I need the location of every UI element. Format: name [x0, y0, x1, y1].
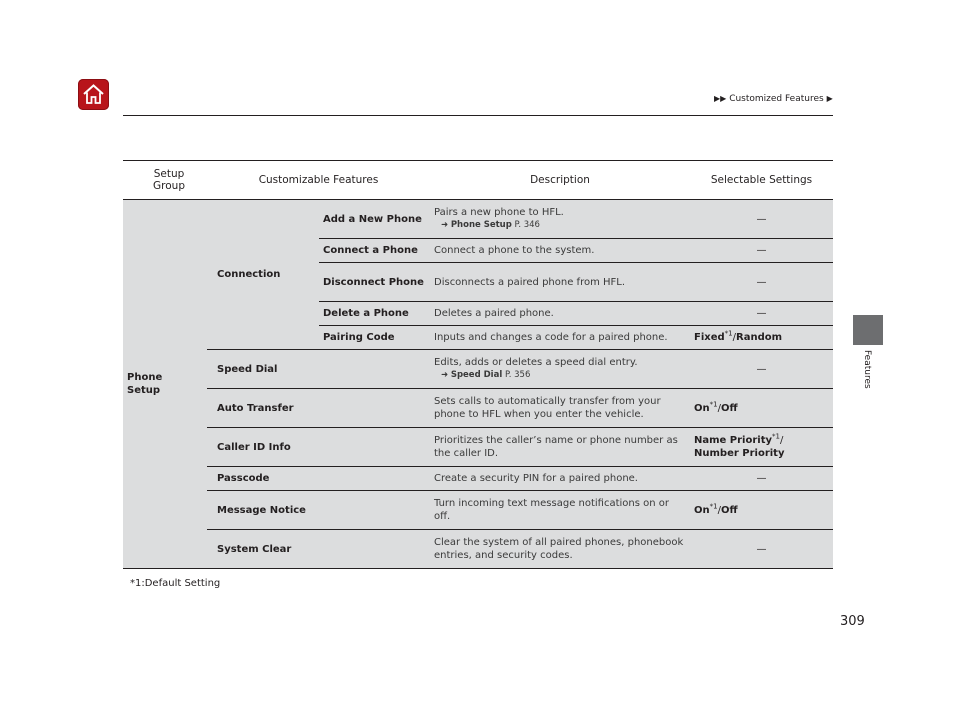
- setting-option: Fixed: [694, 332, 725, 343]
- home-icon: [81, 82, 106, 107]
- description-text: Turn incoming text message notifications on or off.: [430, 491, 690, 530]
- setting-cell: —: [690, 302, 833, 326]
- breadcrumb-arrow-icon: ▶▶: [714, 94, 727, 103]
- header-setup-group: Setup Group: [123, 161, 207, 200]
- setting-cell: [690, 491, 833, 530]
- setup-group-label: Phone Setup: [127, 372, 163, 396]
- feature-add-a-new-phone: Add a New Phone: [319, 200, 430, 239]
- setting-separator: /: [780, 435, 784, 446]
- feature-disconnect-phone: Disconnect Phone: [319, 263, 430, 302]
- header-customizable-features: Customizable Features: [207, 161, 430, 200]
- header-description: Description: [430, 161, 690, 200]
- reference-page: P. 346: [514, 220, 540, 230]
- feature-delete-a-phone: Delete a Phone: [319, 302, 430, 326]
- setting-separator: /: [717, 402, 721, 414]
- table-row: [123, 350, 833, 389]
- table-row: [123, 491, 833, 530]
- connection-label: Connection: [217, 269, 281, 280]
- feature-system-clear: System Clear: [207, 530, 430, 569]
- setting-separator: /: [732, 332, 736, 343]
- cross-reference[interactable]: [434, 219, 686, 232]
- breadcrumb[interactable]: [714, 94, 833, 104]
- description-text: Clear the system of all paired phones, phonebook entries, and security codes.: [430, 530, 690, 569]
- table-row: [123, 428, 833, 467]
- setting-option: On: [694, 402, 710, 414]
- default-mark: *1: [709, 400, 718, 409]
- section-tab-label: Features: [862, 350, 872, 389]
- description-text: Disconnects a paired phone from HFL.: [430, 263, 690, 302]
- description-text: Deletes a paired phone.: [430, 302, 690, 326]
- feature-connect-a-phone: Connect a Phone: [319, 239, 430, 263]
- setting-cell: —: [690, 239, 833, 263]
- cross-reference[interactable]: [434, 369, 686, 382]
- feature-caller-id-info: Caller ID Info: [207, 428, 430, 467]
- page-number: 309: [840, 614, 865, 629]
- header-divider: [123, 115, 833, 116]
- connection-cell: [207, 200, 319, 350]
- reference-page: P. 356: [504, 370, 531, 380]
- description-text: Prioritizes the caller’s name or phone number as the caller ID.: [430, 428, 690, 467]
- table-row: [123, 530, 833, 569]
- reference-label: Speed Dial: [450, 370, 503, 380]
- footnote: *1:Default Setting: [130, 578, 221, 589]
- description-text: Connect a phone to the system.: [430, 239, 690, 263]
- setting-option: On: [694, 504, 710, 516]
- feature-pairing-code: Pairing Code: [319, 326, 430, 350]
- setting-option: Off: [720, 402, 738, 414]
- setting-option: Off: [720, 504, 738, 516]
- default-mark: *1: [709, 502, 718, 511]
- default-mark: *1: [772, 432, 780, 441]
- description-text: Edits, adds or deletes a speed dial entry.: [434, 357, 638, 368]
- description-cell: [430, 350, 690, 389]
- feature-speed-dial: Speed Dial: [207, 350, 430, 389]
- setting-separator: /: [717, 504, 721, 516]
- breadcrumb-arrow-icon: ▶: [826, 94, 833, 103]
- description-text: Sets calls to automatically transfer from your phone to HFL when you enter the vehicle.: [430, 389, 690, 428]
- description-text: Create a security PIN for a paired phone.: [430, 467, 690, 491]
- setting-cell: [690, 326, 833, 350]
- setting-cell: [690, 389, 833, 428]
- reference-label: Phone Setup: [450, 220, 512, 230]
- setting-cell: [690, 428, 833, 467]
- setting-option: Name Priority: [694, 435, 773, 446]
- feature-passcode: Passcode: [207, 467, 430, 491]
- setting-option: Number Priority: [694, 448, 785, 459]
- description-text: Pairs a new phone to HFL.: [434, 207, 564, 218]
- setting-cell: —: [690, 530, 833, 569]
- setup-group-cell: [123, 200, 207, 569]
- reference-arrow-icon: ➜: [441, 220, 449, 230]
- header-selectable-settings: Selectable Settings: [690, 161, 833, 200]
- setting-cell: —: [690, 200, 833, 239]
- reference-arrow-icon: ➜: [441, 370, 449, 380]
- feature-auto-transfer: Auto Transfer: [207, 389, 430, 428]
- table-row: [123, 200, 833, 239]
- default-mark: *1: [724, 329, 733, 338]
- description-cell: [430, 200, 690, 239]
- table-row: [123, 389, 833, 428]
- section-tab[interactable]: [853, 315, 883, 345]
- setting-cell: —: [690, 467, 833, 491]
- feature-message-notice: Message Notice: [207, 491, 430, 530]
- home-button[interactable]: [78, 79, 109, 110]
- table-header-row: [123, 161, 833, 200]
- setting-cell: —: [690, 263, 833, 302]
- setting-cell: —: [690, 350, 833, 389]
- setting-option: Random: [736, 332, 783, 343]
- description-text: Inputs and changes a code for a paired phone.: [430, 326, 690, 350]
- breadcrumb-label: Customized Features: [729, 94, 824, 104]
- table-row: [123, 467, 833, 491]
- customized-features-table: [123, 160, 833, 569]
